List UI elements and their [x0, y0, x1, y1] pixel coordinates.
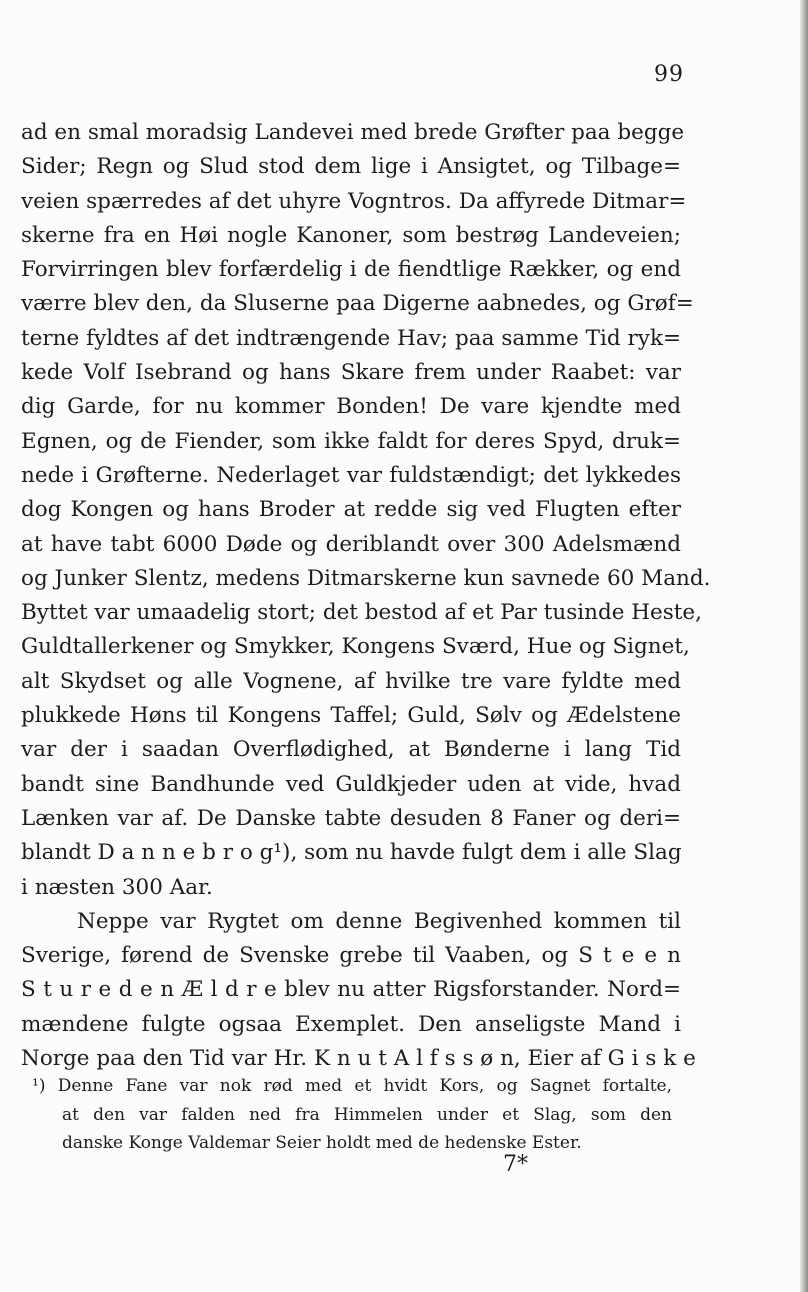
text-line: i næsten 300 Aar. — [21, 874, 213, 900]
page-edge-shadow — [800, 0, 808, 1292]
text-line: Guldtallerkener og Smykker, Kongens Sværd, Hue og Signet, — [21, 634, 690, 660]
text-line: Egnen, og de Fiender, som ikke faldt for deres Spyd, druk= — [21, 428, 681, 454]
text-line: at have tabt 6000 Døde og deriblandt over 300 Adelsmænd — [21, 531, 681, 557]
footnote-line — [32, 1072, 672, 1101]
text-line: og Junker Slentz, medens Ditmarskerne kun savnede 60 Mand. — [21, 565, 711, 591]
text-line: veien spærredes af det uhyre Vogntros. Da affyrede Ditmar= — [21, 188, 687, 214]
text-line: Lænken var af. De Danske tabte desuden 8 Faner og deri= — [21, 805, 681, 831]
text-line: Byttet var umaadelig stort; det bestod af et Par tusinde Heste, — [21, 600, 702, 626]
footnote-line: danske Konge Valdemar Seier holdt med de hedenske Ester. — [62, 1133, 582, 1153]
text-line: Norge paa den Tid var Hr. K n u t A l f s s ø n, Eier af G i s k e — [21, 1046, 696, 1072]
signature-mark: 7* — [503, 1152, 528, 1177]
text-line: ad en smal moradsig Landevei med brede Grøfter paa begge — [21, 120, 685, 145]
text-line: Forvirringen blev forfærdelig i de fiendtlige Rækker, og end — [21, 257, 681, 283]
text-line: mændene fulgte ogsaa Exemplet. Den anseligste Mand i — [21, 1011, 681, 1037]
text-line: kede Volf Isebrand og hans Skare frem under Raabet: var — [21, 360, 681, 386]
footnote-line: at den var falden ned fra Himmelen under et Slag, som den — [62, 1104, 672, 1125]
page-number: 99 — [654, 62, 684, 87]
text-line: S t u r e d e n Æ l d r e blev nu atter Rigsforstander. Nord= — [21, 977, 681, 1003]
text-line: blandt D a n n e b r o g¹), som nu havde fulgt dem i alle Slag — [21, 840, 682, 866]
text-line: plukkede Høns til Kongens Taffel; Guld, Sølv og Ædelstene — [21, 703, 681, 729]
text-line: terne fyldtes af det indtrængende Hav; paa samme Tid ryk= — [21, 325, 681, 351]
text-line: var der i saadan Overflødighed, at Bønderne i lang Tid — [21, 737, 681, 763]
text-line: dig Garde, for nu kommer Bonden! De vare kjendte med — [21, 394, 681, 420]
text-line: Sider; Regn og Slud stod dem lige i Ansigtet, og Tilbage= — [21, 154, 681, 180]
text-line: værre blev den, da Sluserne paa Digerne aabnedes, og Grøf= — [21, 291, 694, 317]
text-line: skerne fra en Høi nogle Kanoner, som bestrøg Landeveien; — [21, 222, 681, 248]
text-line: Neppe var Rygtet om denne Begivenhed kommen til — [77, 908, 681, 934]
text-line: bandt sine Bandhunde ved Guldkjeder uden at vide, hvad — [21, 771, 681, 797]
footnote-text: Denne Fane var nok rød med et hvidt Kors, og Sagnet fortalte, — [57, 1076, 672, 1096]
body-text — [21, 116, 711, 1076]
text-line: Sverige, førend de Svenske grebe til Vaaben, og S t e e n — [21, 943, 681, 969]
text-line: alt Skydset og alle Vognene, af hvilke tre vare fyldte med — [21, 668, 681, 694]
text-line: dog Kongen og hans Broder at redde sig ved Flugten efter — [21, 497, 681, 523]
footnote — [32, 1072, 672, 1158]
text-line: nede i Grøfterne. Nederlaget var fuldstændigt; det lykkedes — [21, 462, 681, 488]
footnote-marker: ¹) — [32, 1076, 46, 1096]
